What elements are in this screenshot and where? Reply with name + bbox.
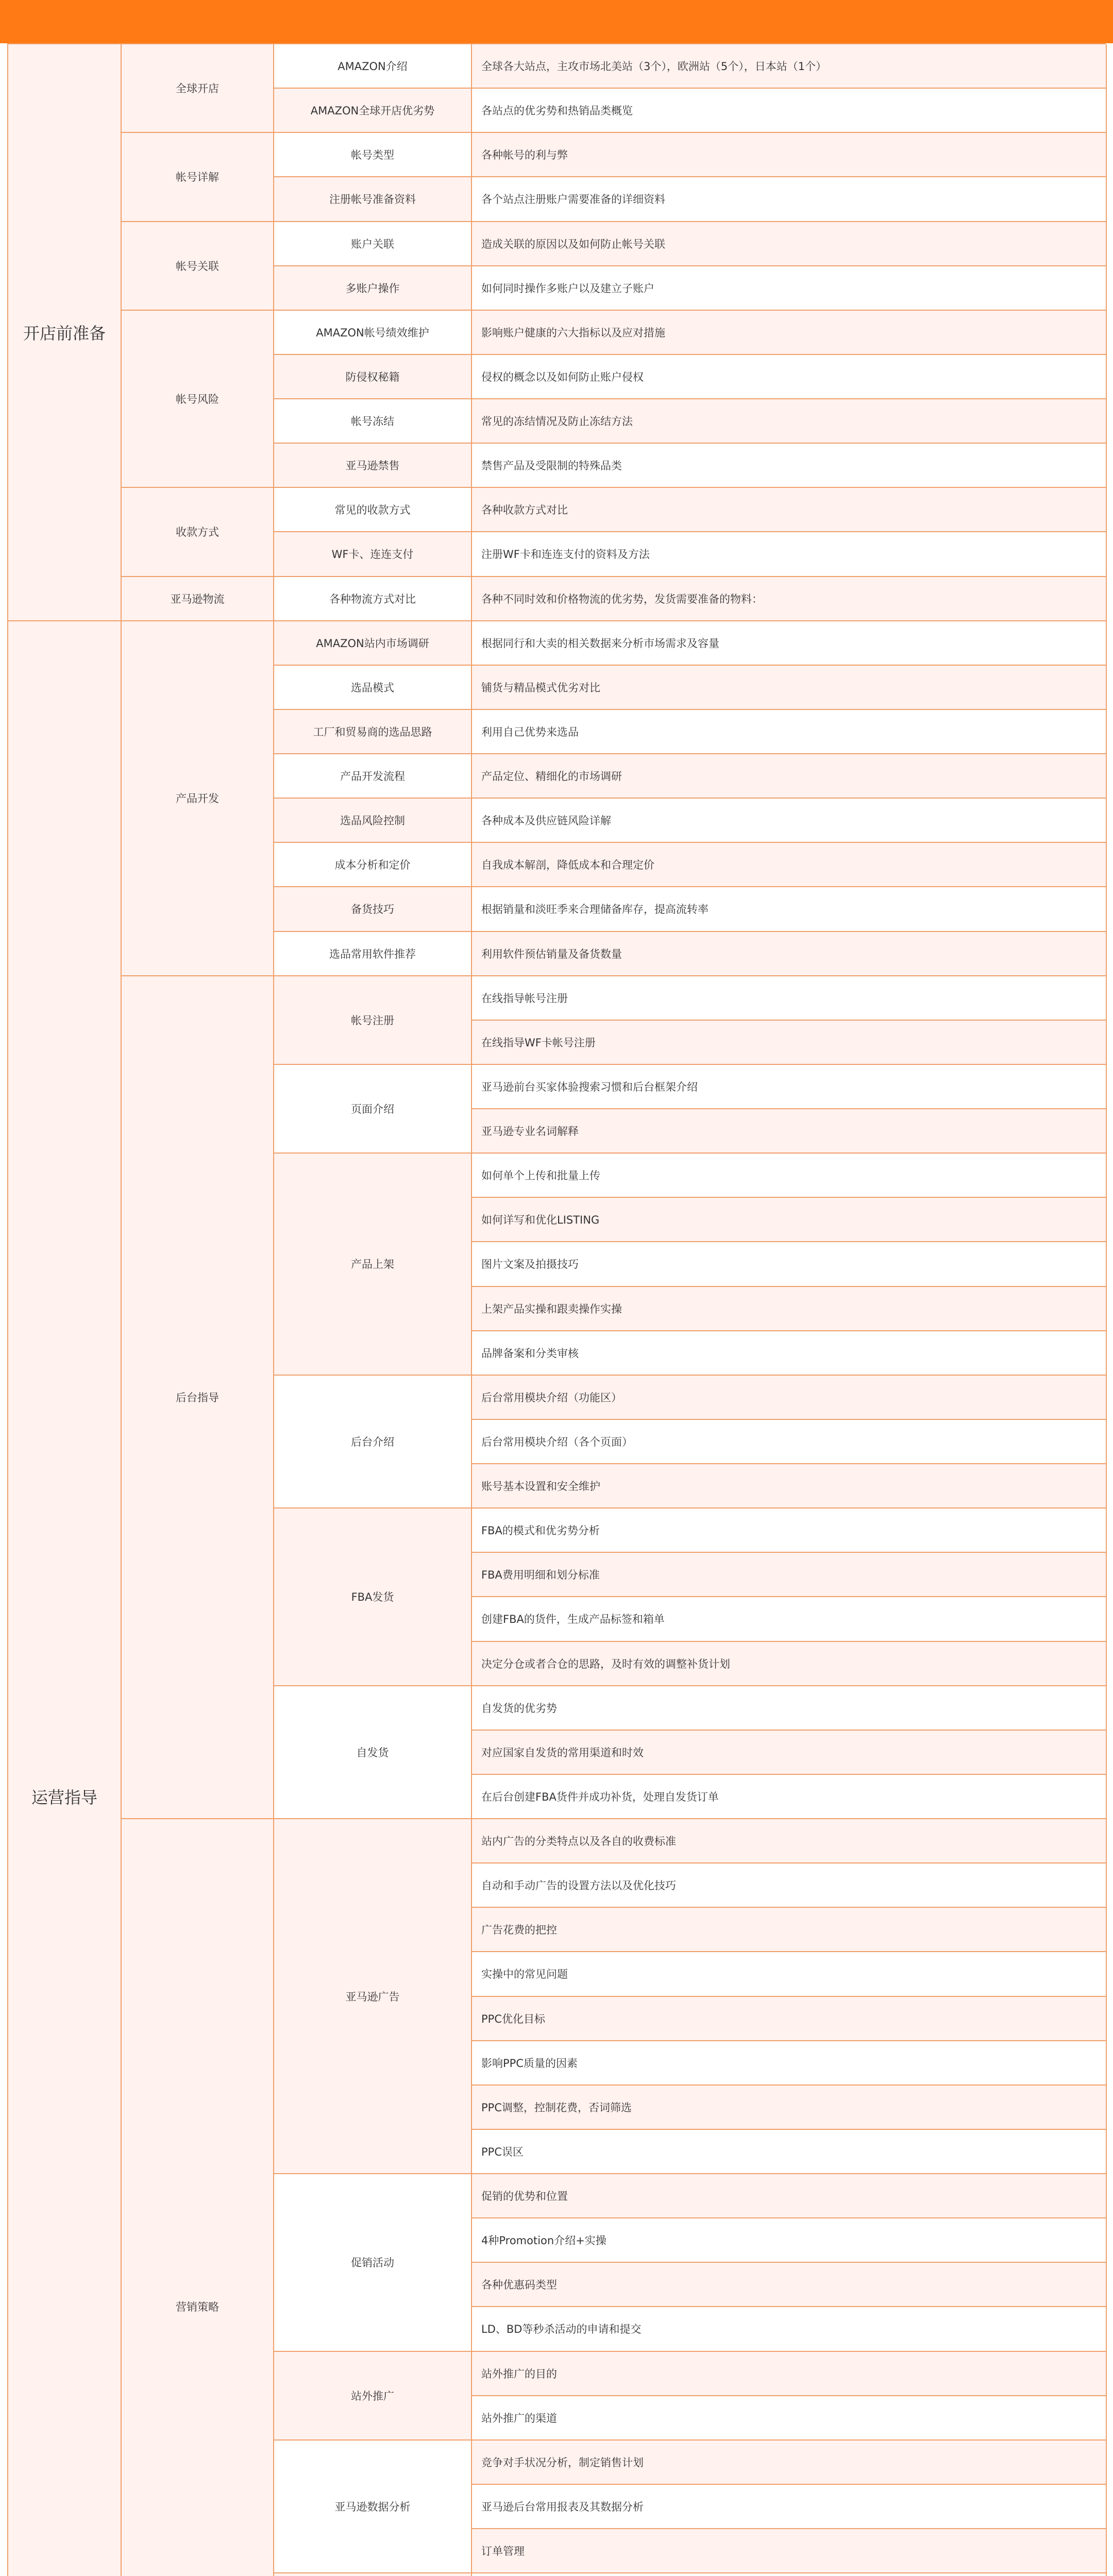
detail-cell: 产品定位、精细化的市场调研 [472, 754, 1107, 799]
course-outline-table [7, 43, 1106, 2576]
detail-cell: 侵权的概念以及如何防止账户侵权 [472, 355, 1107, 399]
detail-cell: LD、BD等秒杀活动的申请和提交 [472, 2307, 1107, 2351]
topic-cell: 选品风险控制 [274, 799, 472, 843]
detail-cell: 如何单个上传和批量上传 [472, 1154, 1107, 1198]
detail-cell: 站外推广的渠道 [472, 2396, 1107, 2441]
detail-cell: 对应国家自发货的常用渠道和时效 [472, 1731, 1107, 1775]
section-cell: 运营指导 [8, 621, 122, 2576]
topic-cell: 产品上架 [274, 1154, 472, 1376]
topic-cell: AMAZON全球开店优劣势 [274, 89, 472, 133]
detail-cell: 品牌备案和分类审核 [472, 1331, 1107, 1376]
detail-cell: PPC调整，控制花费，否词筛选 [472, 2086, 1107, 2130]
topic-cell: AMAZON帐号绩效维护 [274, 311, 472, 355]
category-cell: 营销策略 [122, 1819, 274, 2576]
detail-cell: 如何详写和优化LISTING [472, 1198, 1107, 1242]
detail-cell: 根据同行和大卖的相关数据来分析市场需求及容量 [472, 621, 1107, 666]
topic-cell: AMAZON站内市场调研 [274, 621, 472, 666]
topic-cell: 备货技巧 [274, 887, 472, 931]
category-cell: 产品开发 [122, 621, 274, 976]
detail-cell: 各种帐号的利与弊 [472, 133, 1107, 177]
detail-cell: 各种不同时效和价格物流的优劣势，发货需要准备的物料： [472, 577, 1107, 621]
detail-cell: 影响账户健康的六大指标以及应对措施 [472, 311, 1107, 355]
category-cell: 帐号关联 [122, 222, 274, 311]
detail-cell: 亚马逊后台常用报表及其数据分析 [472, 2485, 1107, 2529]
detail-cell: 影响PPC质量的因素 [472, 2041, 1107, 2086]
topic-cell: 成本分析和定价 [274, 843, 472, 887]
topic-cell: 各种物流方式对比 [274, 577, 472, 621]
category-cell: 全球开店 [122, 44, 274, 133]
topic-cell: 选品模式 [274, 666, 472, 710]
topic-cell: 亚马逊广告 [274, 1819, 472, 2174]
topic-cell: AMAZON介绍 [274, 44, 472, 89]
detail-cell [472, 2573, 1107, 2576]
detail-cell: 在后台创建FBA货件并成功补货，处理自发货订单 [472, 1775, 1107, 1819]
topic-cell: 注册帐号准备资料 [274, 177, 472, 222]
detail-cell: 后台常用模块介绍（各个页面） [472, 1420, 1107, 1464]
topic-cell: 自发货 [274, 1686, 472, 1819]
detail-cell: 自我成本解剖，降低成本和合理定价 [472, 843, 1107, 887]
topic-cell: 常见的收款方式 [274, 488, 472, 532]
detail-cell: 各种收款方式对比 [472, 488, 1107, 532]
detail-cell: 注册WF卡和连连支付的资料及方法 [472, 532, 1107, 577]
topic-cell: WF卡、连连支付 [274, 532, 472, 577]
detail-cell: 自动和手动广告的设置方法以及优化技巧 [472, 1863, 1107, 1908]
detail-cell: 后台常用模块介绍（功能区） [472, 1376, 1107, 1420]
detail-cell: 创建FBA的货件，生成产品标签和箱单 [472, 1597, 1107, 1641]
topic-cell: 产品开发流程 [274, 754, 472, 799]
detail-cell: 各个站点注册账户需要准备的详细资料 [472, 177, 1107, 222]
topic-cell: 帐号注册 [274, 976, 472, 1065]
detail-cell: 促销的优势和位置 [472, 2174, 1107, 2218]
detail-cell: 各站点的优劣势和热销品类概览 [472, 89, 1107, 133]
detail-cell: 自发货的优劣势 [472, 1686, 1107, 1731]
category-cell: 后台指导 [122, 976, 274, 1819]
detail-cell: 上架产品实操和跟卖操作实操 [472, 1287, 1107, 1331]
topic-cell: 选品常用软件推荐 [274, 932, 472, 976]
detail-cell: 各种优惠码类型 [472, 2263, 1107, 2307]
detail-cell: 亚马逊专业名词解释 [472, 1109, 1107, 1154]
detail-cell: 4种Promotion介绍+实操 [472, 2218, 1107, 2263]
detail-cell: 造成关联的原因以及如何防止帐号关联 [472, 222, 1107, 266]
detail-cell: FBA费用明细和划分标准 [472, 1553, 1107, 1597]
detail-cell: FBA的模式和优劣势分析 [472, 1509, 1107, 1553]
topic-cell: 亚马逊禁售 [274, 444, 472, 488]
detail-cell: 根据销量和淡旺季来合理储备库存，提高流转率 [472, 887, 1107, 931]
detail-cell: 在线指导WF卡帐号注册 [472, 1021, 1107, 1065]
category-cell: 亚马逊物流 [122, 577, 274, 621]
detail-cell: 站外推广的目的 [472, 2352, 1107, 2396]
category-cell: 帐号风险 [122, 311, 274, 488]
topic-cell: 亚马逊数据分析 [274, 2441, 472, 2573]
topic-cell: FBA发货 [274, 1509, 472, 1686]
detail-cell: PPC优化目标 [472, 1997, 1107, 2041]
detail-cell: 站内广告的分类特点以及各自的收费标准 [472, 1819, 1107, 1863]
detail-cell: 铺货与精品模式优劣对比 [472, 666, 1107, 710]
detail-cell: 图片文案及拍摄技巧 [472, 1242, 1107, 1286]
detail-cell: 广告花费的把控 [472, 1908, 1107, 1952]
category-cell: 收款方式 [122, 488, 274, 577]
topic-cell: 站外推广 [274, 2352, 472, 2441]
detail-cell: PPC误区 [472, 2130, 1107, 2174]
detail-cell: 全球各大站点，主攻市场北美站（3个），欧洲站（5个），日本站（1个） [472, 44, 1107, 89]
detail-cell: 订单管理 [472, 2529, 1107, 2573]
detail-cell: 各种成本及供应链风险详解 [472, 799, 1107, 843]
detail-cell: 亚马逊前台买家体验搜索习惯和后台框架介绍 [472, 1065, 1107, 1109]
topic-cell: 帐号类型 [274, 133, 472, 177]
detail-cell: 如何同时操作多账户以及建立子账户 [472, 266, 1107, 311]
topic-cell: 防侵权秘籍 [274, 355, 472, 399]
category-cell: 帐号详解 [122, 133, 274, 222]
detail-cell: 利用自己优势来选品 [472, 710, 1107, 754]
topic-cell: 后台介绍 [274, 1376, 472, 1509]
detail-cell: 禁售产品及受限制的特殊品类 [472, 444, 1107, 488]
topic-cell: 帐号冻结 [274, 399, 472, 444]
detail-cell: 在线指导帐号注册 [472, 976, 1107, 1021]
detail-cell: 实操中的常见问题 [472, 1952, 1107, 1996]
topic-cell: 页面介绍 [274, 1065, 472, 1154]
section-cell: 开店前准备 [8, 44, 122, 621]
topic-cell: 账户关联 [274, 222, 472, 266]
header-bar [0, 0, 1113, 43]
detail-cell: 账号基本设置和安全维护 [472, 1464, 1107, 1509]
topic-cell: 工厂和贸易商的选品思路 [274, 710, 472, 754]
topic-cell [274, 2573, 472, 2576]
detail-cell: 常见的冻结情况及防止冻结方法 [472, 399, 1107, 444]
topic-cell: 促销活动 [274, 2174, 472, 2352]
detail-cell: 决定分仓或者合仓的思路，及时有效的调整补货计划 [472, 1642, 1107, 1686]
detail-cell: 竞争对手状况分析，制定销售计划 [472, 2441, 1107, 2485]
topic-cell: 多账户操作 [274, 266, 472, 311]
detail-cell: 利用软件预估销量及备货数量 [472, 932, 1107, 976]
